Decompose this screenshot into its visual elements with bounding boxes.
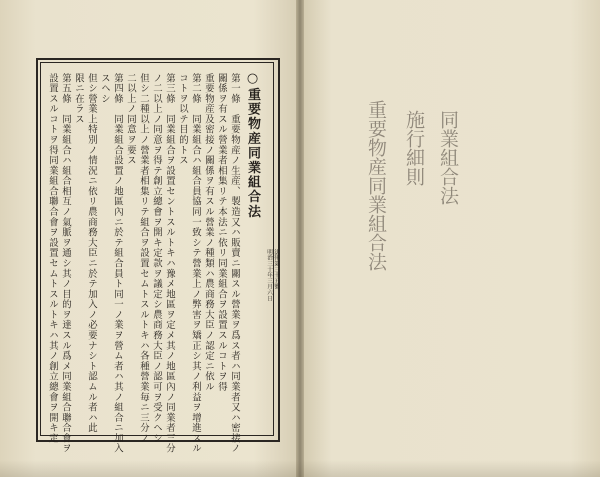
body-column: 第三條 同業組合ヲ設置セントスルトキハ豫メ地區ヲ定メ其ノ地區內ノ同業者三分: [164, 73, 175, 454]
body-column: 關係ヲ有スル營業者相集リテ本法ニ依リ同業組合ヲ設置スルコトヲ得: [216, 73, 227, 392]
body-column: 重要物産及密接ノ關係ヲ有スル營業ノ種類ハ農商務大臣ノ認定ニ依ル: [203, 73, 214, 392]
body-column: 但シ二種以上ノ營業者相集リテ組合ヲ設置セムトスルトキハ各種營業毎ニ三分ノ: [138, 73, 149, 444]
enactment-note-line-1: 明治三十年三月六日: [266, 249, 272, 302]
body-column: 二以上ノ同意ヲ要ス: [125, 73, 136, 166]
right-page-title-line-3: 重要物産同業組合法: [365, 100, 387, 271]
body-column: 設置スルコトヲ得同業組合聯合會ヲ設置セムトスルトキハ其ノ創立總會ヲ開キ定: [47, 73, 58, 444]
text-frame-inner: [40, 62, 279, 454]
body-column: 但シ營業上特別ノ情況ニ依リ農商務大臣ニ於テ加入ノ必要ナシト認ムル者ハ此: [86, 73, 97, 434]
right-page-title-line-2: 施行細則: [403, 110, 425, 186]
right-page: [302, 0, 600, 477]
body-column: 第五條 同業組合ハ組合相互ノ氣脈ヲ通シ其ノ目的ヲ達スル爲メ同業組合聯合會ヲ: [60, 73, 71, 454]
body-column: ノ二以上ノ同意ヲ得テ創立總會ヲ開キ定款ヲ議定シ農商務大臣ノ認可ヲ受クヘシ: [151, 73, 162, 444]
body-column: スヘシ: [99, 73, 110, 104]
book-gutter: [296, 0, 304, 477]
body-column: 第四條 同業組合設置ノ地區內ニ於テ組合員ト同一ノ業ヲ營ム者ハ其ノ組合ニ加入: [112, 73, 123, 454]
body-column: 第一條 重要物産ノ生産、製造又ハ販賣ニ關スル營業ヲ爲ス者ハ同業者又ハ密接ノ: [229, 73, 240, 454]
enactment-note-line-2: 法律第三十五號: [273, 249, 279, 290]
body-column: コトヲ以テ目的トス: [177, 73, 188, 166]
page-bottom-shadow: [0, 460, 600, 477]
right-page-title-line-1: 同業組合法: [437, 110, 459, 205]
law-title: ○重要物産同業組合法: [245, 71, 260, 219]
body-column: 限ニ在ラス: [73, 73, 84, 125]
body-column: 第二條 同業組合ハ組合員協同一致シテ營業上ノ弊害ヲ矯正シ其ノ利益ヲ增進スル: [190, 73, 201, 454]
